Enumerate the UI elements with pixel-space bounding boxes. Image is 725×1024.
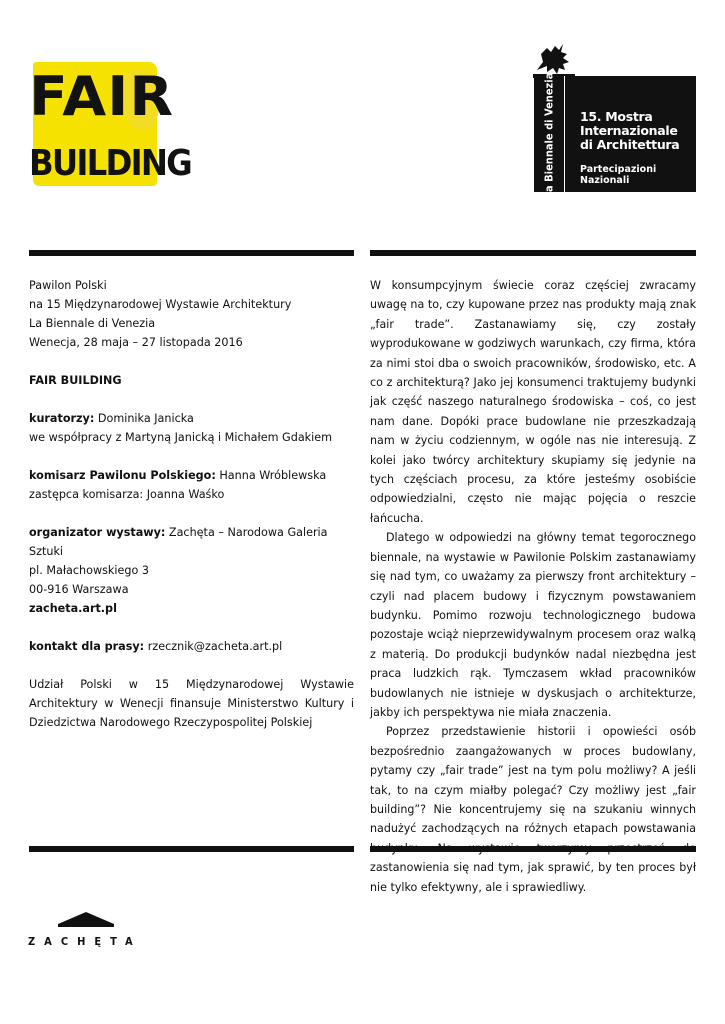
funding-note: Udział Polski w 15 Międzynarodowej Wystawie Architektury w Wenecji finansuje Ministerstwo Kultury i Dziedzictwa Narodowego Rzeczypospolitej Polskiej xyxy=(29,678,354,729)
organizer-line: organizator wystawy: Zachęta – Narodowa Galeria Sztuki xyxy=(29,526,328,558)
logo-word-fair: FAIR xyxy=(29,65,175,128)
press-email-link[interactable]: rzecznik@zacheta.art.pl xyxy=(144,640,283,653)
address-line-2: 00-916 Warszawa xyxy=(29,583,129,596)
top-rule-left xyxy=(29,250,354,256)
biennale-subtitle: Partecipazioni Nazionali xyxy=(580,164,657,186)
exhibition-line: na 15 Międzynarodowej Wystawie Architektury xyxy=(29,298,292,311)
collaboration-line: we współpracy z Martyną Janicką i Michałem Gdakiem xyxy=(29,431,333,444)
top-rule-right xyxy=(370,250,696,256)
address-line-1: pl. Małachowskiego 3 xyxy=(29,564,150,577)
bottom-rule-left xyxy=(29,846,354,852)
curators-line: kuratorzy: Dominika Janicka xyxy=(29,412,194,425)
zacheta-roof-bar xyxy=(58,924,114,927)
info-column xyxy=(29,276,354,732)
description-paragraph-3: Poprzez przedstawienie historii i opowieści osób bezpośrednio zaangażowanych w proces budowlany, pytamy czy „fair trade” jest na tym polu możliwy? A jeśli tak, to na czym miałby polegać? Czy możliwy jest „fair building”? Nie koncentrujemy się na szukaniu winnych nadużyć zachodzących na różnych etapach powstawania zastanowienia się nad tym, jak sprawić, by ten proces był nie tylko efektywny, ale i sprawiedliwy. xyxy=(370,725,696,894)
bottom-rule-right xyxy=(370,846,696,852)
biennale-label xyxy=(534,72,696,196)
exhibition-title: FAIR BUILDING xyxy=(29,374,122,387)
pavilion-line: Pawilon Polski xyxy=(29,279,107,292)
zacheta-roof-icon xyxy=(58,912,114,924)
fair-building-logo xyxy=(29,60,191,188)
website-link[interactable]: zacheta.art.pl xyxy=(29,602,117,615)
logo-word-building: BUILDING xyxy=(29,143,191,184)
commissioner-line: komisarz Pawilonu Polskiego: Hanna Wróblewska xyxy=(29,469,327,482)
dates-line: Wenecja, 28 maja – 27 listopada 2016 xyxy=(29,336,243,349)
deputy-commissioner-line: zastępca komisarza: Joanna Waśko xyxy=(29,488,225,501)
description-paragraph-1: W konsumpcyjnym świecie coraz częściej zwracamy uwagę na to, czy kupowane przez nas produkty mają znak „fair trade”. Zastanawiamy się, czy zostały wyprodukowane w godziwych warunkach, czy firma, która za nimi stoi dba o swoich pracowników, środowisko, etc. A co z architekturą? Jako jej konsumenci traktujemy budynki jak część naszego naturalnego środowiska – coś, co jest nam dane. Dopóki prace budowlane nie przeszkadzają nam w życiu codziennym, w ogóle nas nie interesują. Z kolei jako twórcy architektury skupiamy się jedynie na tych częściach procesu, za które jesteśmy osobiście odpowiedzialni, często nie mając pojęcia o reszcie łańcucha. xyxy=(370,279,696,525)
biennale-mostra-title: 15. Mostra Internazionale di Architettura xyxy=(580,109,680,152)
description-paragraph-2: Dlatego w odpowiedzi na główny temat tegorocznego biennale, na wystawie w Pawilonie Polskim zastanawiamy się nad tym, co uważamy za pierwszy front architektury – czyli nad placem budowy i fizycznym powstawaniem budynku. Pomimo rozwoju technologicznego budowa pozostaje wciąż nieprzewidywalnym procesem oraz walką z materią. Do produkcji budynków nadal niezbędna jest praca ludzkich rąk. Tymczasem wkład pracowników budowlanych nie istnieje w dyskusjach o architekturze, jakby ich perspektywa nie miała znaczenia. xyxy=(370,531,696,719)
zacheta-logo-text: ZACHĘTA xyxy=(28,935,142,948)
biennale-line: La Biennale di Venezia xyxy=(29,317,156,330)
description-column xyxy=(370,276,696,897)
biennale-divider xyxy=(564,76,565,192)
press-contact-line: kontakt dla prasy: rzecznik@zacheta.art.pl xyxy=(29,640,283,653)
biennale-vertical-title: la Biennale di Venezia xyxy=(542,72,556,196)
